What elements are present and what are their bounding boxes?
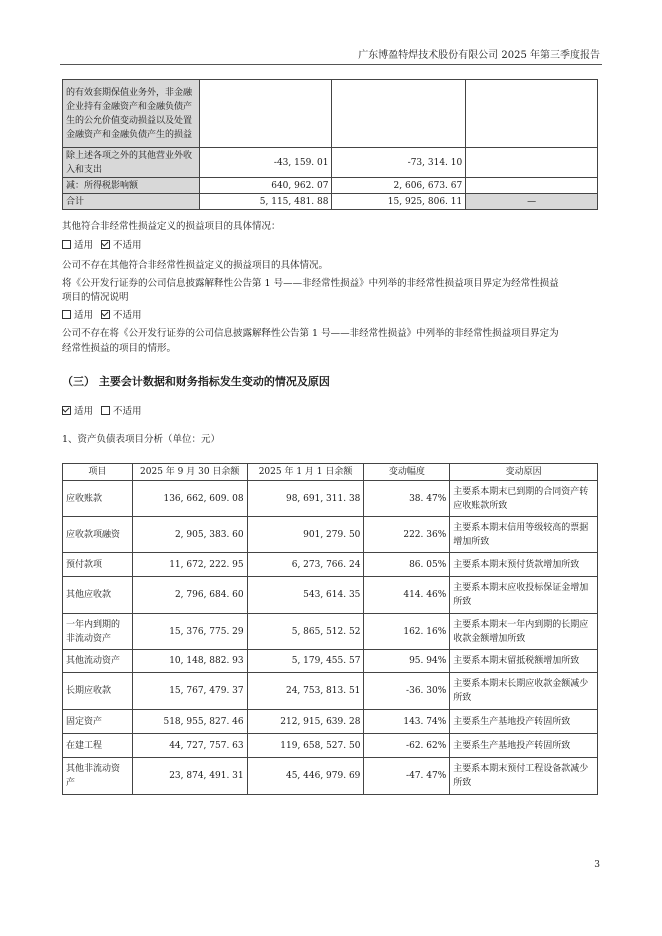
row-label: 除上述各项之外的其他营业外收入和支出 [63, 148, 200, 178]
row-label: 合计 [63, 194, 200, 210]
table-row [63, 577, 598, 614]
balance-sheet-table [62, 463, 598, 795]
cell-reason: 主要系本期末预付工程设备款减少所致 [450, 758, 598, 795]
table-row [63, 481, 598, 517]
cell-previous: 5, 865, 512. 52 [247, 614, 364, 650]
option-label: 适用 [74, 406, 94, 417]
cell-current: 23, 874, 491. 31 [132, 758, 247, 795]
cell-change: -36. 30% [364, 673, 450, 710]
cell-item: 在建工程 [63, 734, 133, 758]
cell-current: 15, 376, 775. 29 [132, 614, 247, 650]
row-note: — [466, 194, 598, 210]
row-previous: 2, 606, 673. 67 [332, 178, 466, 194]
checkbox-apply-checked [62, 406, 71, 415]
cell-previous: 6, 273, 766. 24 [247, 553, 364, 577]
paragraph: 公司不存在其他符合非经常性损益定义的损益项目的具体情况。 [62, 260, 329, 271]
cell-reason: 主要系本期末已到期的合同资产转应收账款所致 [450, 481, 598, 517]
section-title: （三） 主要会计数据和财务指标发生变动的情况及原因 [62, 375, 330, 388]
cell-previous: 24, 753, 813. 51 [247, 673, 364, 710]
option-row [62, 404, 142, 419]
cell-reason: 主要系本期末信用等级较高的票据增加所致 [450, 517, 598, 553]
option-label: 不适用 [113, 310, 142, 321]
header-cell: 变动幅度 [364, 464, 450, 481]
page-number: 3 [594, 860, 600, 870]
cell-reason: 主要系本期末一年内到期的长期应收款金额增加所致 [450, 614, 598, 650]
row-current: 5, 115, 481. 88 [199, 194, 332, 210]
table-row [63, 517, 598, 553]
row-note [466, 80, 598, 148]
option-row [62, 238, 142, 253]
table-row [63, 178, 598, 194]
table-row [63, 734, 598, 758]
row-note [466, 148, 598, 178]
table-row [63, 758, 598, 795]
cell-current: 11, 672, 222. 95 [132, 553, 247, 577]
option-row [62, 308, 142, 323]
row-label: 的有效套期保值业务外，非金融企业持有金融资产和金融负债产生的公允价值变动损益以及处置金融资产和金融负债产生的损益 [63, 80, 200, 148]
cell-item: 其他非流动资产 [63, 758, 133, 795]
cell-current: 44, 727, 757. 63 [132, 734, 247, 758]
cell-current: 15, 767, 479. 37 [132, 673, 247, 710]
cell-previous: 119, 658, 527. 50 [247, 734, 364, 758]
cell-change: 143. 74% [364, 710, 450, 734]
cell-current: 2, 796, 684. 60 [132, 577, 247, 614]
cell-change: -62. 62% [364, 734, 450, 758]
cell-change: 38. 47% [364, 481, 450, 517]
row-previous: 15, 925, 806. 11 [332, 194, 466, 210]
cell-previous: 98, 691, 311. 38 [247, 481, 364, 517]
table-row [63, 614, 598, 650]
row-current [199, 80, 332, 148]
cell-change: 95. 94% [364, 650, 450, 673]
paragraph: 公司不存在将《公开发行证券的公司信息披露解释性公告第 1 号——非经常性损益》中列举的非经常性损益项目界定为 [62, 328, 559, 339]
paragraph: 项目的情况说明 [62, 292, 129, 303]
header-divider [60, 64, 602, 65]
header-cell: 项目 [63, 464, 133, 481]
cell-reason: 主要系本期末长期应收款金额减少所致 [450, 673, 598, 710]
cell-item: 一年内到期的非流动资产 [63, 614, 133, 650]
option-label: 不适用 [113, 406, 142, 417]
cell-item: 应收账款 [63, 481, 133, 517]
report-header: 广东博盈特焊技术股份有限公司 2025 年第三季度报告 [358, 50, 600, 61]
cell-reason: 主要系本期末留抵税额增加所致 [450, 650, 598, 673]
paragraph: 其他符合非经常性损益定义的损益项目的具体情况： [62, 221, 281, 232]
table-row [63, 710, 598, 734]
cell-previous: 5, 179, 455. 57 [247, 650, 364, 673]
cell-item: 固定资产 [63, 710, 133, 734]
cell-reason: 主要系生产基地投产转固所致 [450, 734, 598, 758]
checkbox-na [101, 406, 110, 415]
cell-previous: 543, 614. 35 [247, 577, 364, 614]
paragraph: 将《公开发行证券的公司信息披露解释性公告第 1 号——非经常性损益》中列举的非经常性损益项目界定为经常性损益 [62, 278, 559, 289]
table-row [63, 553, 598, 577]
paragraph: 经常性损益的项目的情形。 [62, 343, 177, 354]
cell-current: 136, 662, 609. 08 [132, 481, 247, 517]
cell-item: 应收款项融资 [63, 517, 133, 553]
row-previous: -73, 314. 10 [332, 148, 466, 178]
option-label: 适用 [74, 310, 94, 321]
table-row [63, 148, 598, 178]
table-row [63, 80, 598, 148]
row-note [466, 178, 598, 194]
cell-reason: 主要系本期末应收投标保证金增加所致 [450, 577, 598, 614]
cell-change: 222. 36% [364, 517, 450, 553]
cell-item: 其他流动资产 [63, 650, 133, 673]
cell-previous: 901, 279. 50 [247, 517, 364, 553]
cell-previous: 45, 446, 979. 69 [247, 758, 364, 795]
table-row [63, 673, 598, 710]
cell-item: 其他应收款 [63, 577, 133, 614]
cell-previous: 212, 915, 639. 28 [247, 710, 364, 734]
table-header-row [63, 464, 598, 481]
cell-reason: 主要系生产基地投产转固所致 [450, 710, 598, 734]
checkbox-apply [62, 240, 71, 249]
cell-item: 长期应收款 [63, 673, 133, 710]
option-label: 不适用 [113, 240, 142, 251]
table-row-total [63, 194, 598, 210]
cell-change: 162. 16% [364, 614, 450, 650]
cell-current: 2, 905, 383. 60 [132, 517, 247, 553]
checkbox-na-checked [101, 310, 110, 319]
checkbox-na-checked [101, 240, 110, 249]
cell-item: 预付款项 [63, 553, 133, 577]
cell-reason: 主要系本期末预付货款增加所致 [450, 553, 598, 577]
cell-change: -47. 47% [364, 758, 450, 795]
table-row [63, 650, 598, 673]
subsection-title: 1、资产负债表项目分析（单位：元） [62, 434, 221, 445]
header-cell: 2025 年 1 月 1 日余额 [247, 464, 364, 481]
cell-change: 414. 46% [364, 577, 450, 614]
cell-current: 10, 148, 882. 93 [132, 650, 247, 673]
row-label: 减：所得税影响额 [63, 178, 200, 194]
cell-current: 518, 955, 827. 46 [132, 710, 247, 734]
row-current: 640, 962. 07 [199, 178, 332, 194]
row-previous [332, 80, 466, 148]
row-current: -43, 159. 01 [199, 148, 332, 178]
checkbox-apply [62, 310, 71, 319]
cell-change: 86. 05% [364, 553, 450, 577]
header-cell: 2025 年 9 月 30 日余额 [132, 464, 247, 481]
header-cell: 变动原因 [450, 464, 598, 481]
option-label: 适用 [74, 240, 94, 251]
non-recurring-table [62, 79, 598, 210]
